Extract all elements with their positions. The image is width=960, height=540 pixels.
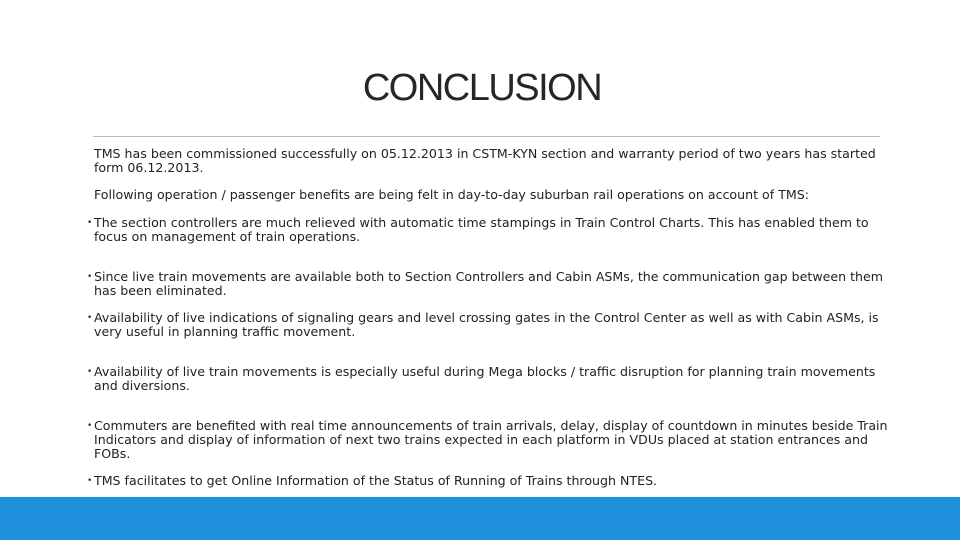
slide-title [0,64,960,112]
bullet-text: The section controllers are much relieved with automatic time stampings in Train Control Charts. This has enabled them to focus on management of train operations. [94,215,869,244]
title-divider [93,136,880,137]
bullet-text: Commuters are benefited with real time announcements of train arrivals, delay, display of countdown in minutes beside Train Indicators and display of information of next two trains expected in each platform in VDUs placed at station entrances and FOBs. [94,418,888,461]
slide-title-text: CONCLUSION [362,67,602,109]
bullet-text: Availability of live indications of signaling gears and level crossing gates in the Control Center as well as with Cabin ASMs, is very useful in planning traffic movement. [94,310,879,339]
intro-paragraph-2: Following operation / passenger benefits are being felt in day-to-day suburban rail operations on account of TMS: [94,187,809,202]
bullet-item [88,270,888,298]
bullet-item [88,419,888,461]
bullet-dot: • [87,272,93,282]
bullet-dot: • [87,421,93,431]
bullet-dot: • [87,218,93,228]
bullet-item [88,311,888,339]
bullet-item [88,474,888,488]
intro-paragraph-1: TMS has been commissioned successfully on 05.12.2013 in CSTM-KYN section and warranty period of two years has started form 06.12.2013. [94,146,876,175]
bullet-dot: • [87,476,93,486]
bullet-dot: • [87,367,93,377]
bullet-item [88,365,888,393]
bullet-item [88,216,888,244]
bullet-text: TMS facilitates to get Online Information of the Status of Running of Trains through NTES. [94,473,658,488]
footer-bar [0,497,960,540]
bullet-text: Availability of live train movements is especially useful during Mega blocks / traffic disruption for planning train movements and diversions. [94,364,876,393]
bullet-text: Since live train movements are available both to Section Controllers and Cabin ASMs, the communication gap between them has been eliminated. [94,269,884,298]
bullet-dot: • [87,313,93,323]
